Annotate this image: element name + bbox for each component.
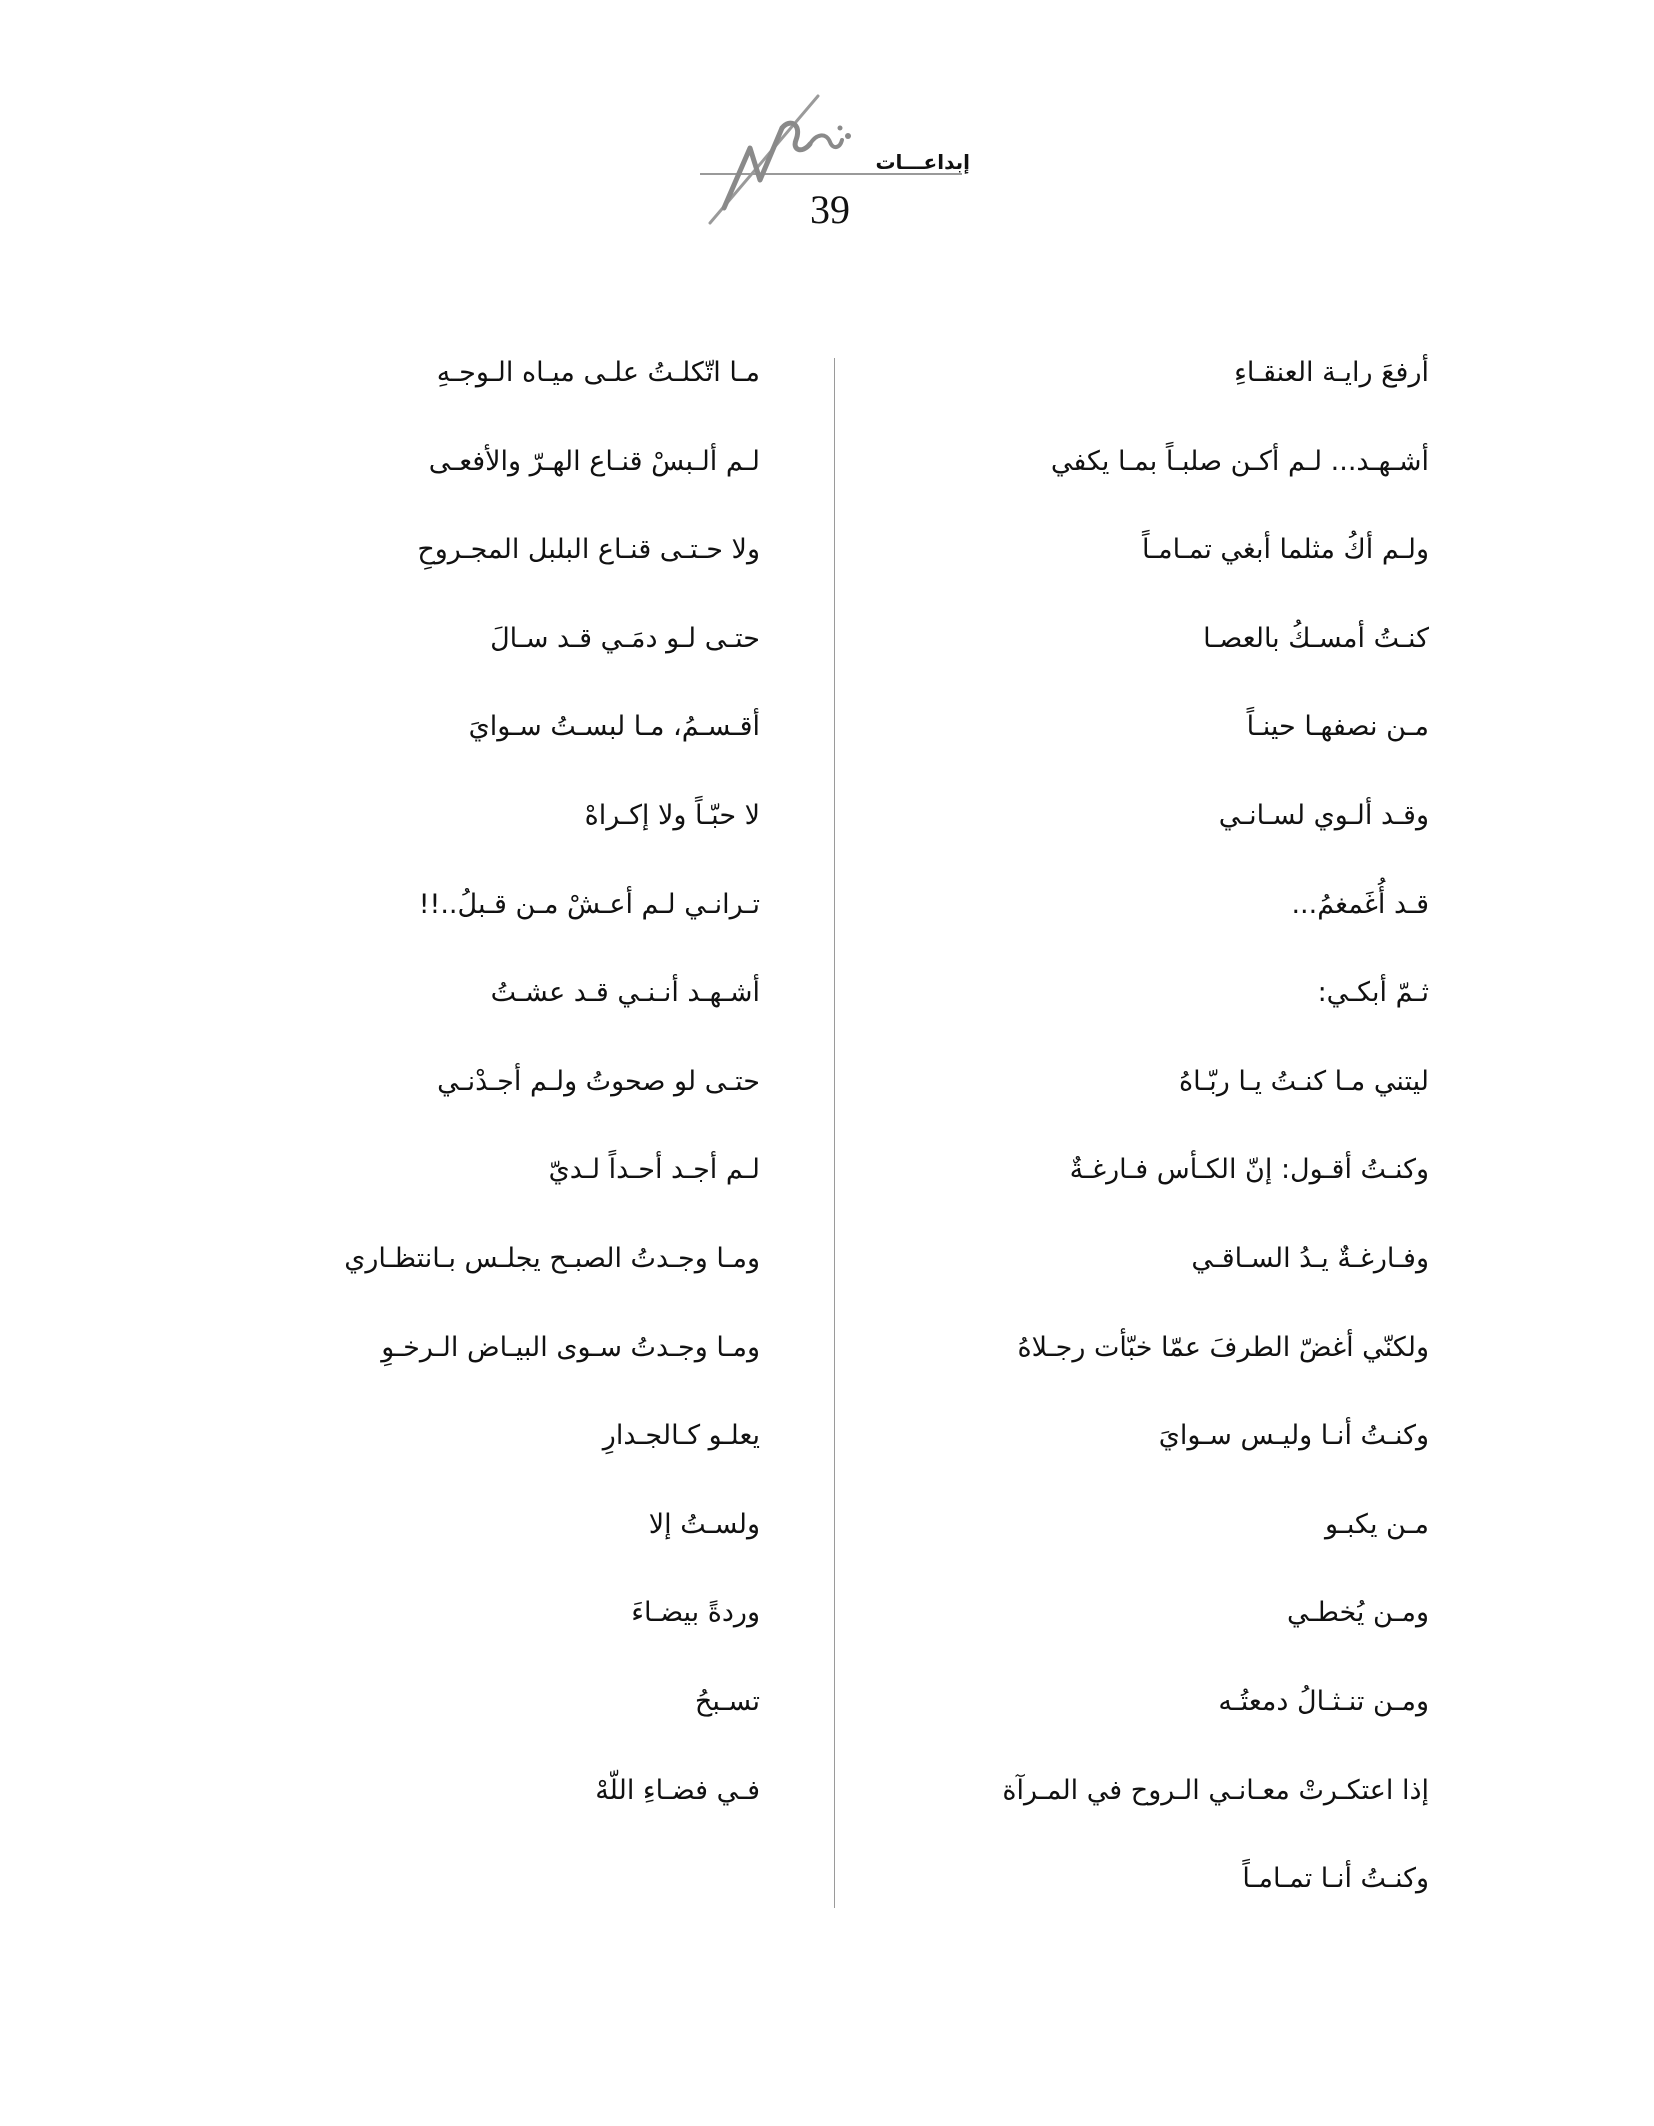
poem-line: وردةً بيضـاءَ (631, 1597, 760, 1629)
poem-line: ثـمّ أبكـي: (1317, 977, 1429, 1009)
poem-line: مـن نصفهـا حينـاً (1246, 711, 1429, 743)
poem-line: لـم أجـد أحـداً لـديّ (548, 1154, 760, 1186)
poem-line: ومـا وجـدتُ الصبـح يجلـس بـانتظـاري (344, 1242, 760, 1274)
poem-line: أرفعَ رايـة العنقـاءِ (1234, 357, 1429, 388)
poem-line: إذا اعتكـرتْ معـانـي الـروح في المـرآة (1002, 1774, 1429, 1806)
poem-line: أشـهـد... لـم أكـن صلبـاً بمـا يكفي (1050, 445, 1429, 477)
poem-line: حتـى لو صحوتُ ولـم أجـدْنـي (437, 1065, 760, 1097)
poem-line: يعلـو كـالجـدارِ (602, 1420, 760, 1452)
section-label: إبداعـــات (875, 150, 970, 174)
poem-line: وقـد ألـوي لسـانـي (1218, 799, 1429, 831)
poem-line: ولسـتُ إلا (648, 1508, 760, 1540)
poem-line: وفـارغـةٌ يـدُ السـاقـي (1191, 1242, 1429, 1274)
poem-left-column (200, 345, 760, 1851)
poem-line: ومـن يُخطـي (1286, 1597, 1429, 1629)
poem-line: فـي فضـاءِ اللّهْ (595, 1774, 760, 1806)
poem-line: لا حبّـاً ولا إكـراهْ (584, 799, 760, 831)
poem-line: وكنـتُ أقـول: إنّ الكـأس فـارغـةٌ (1069, 1154, 1429, 1186)
poem-line: وكنـتُ أنـا وليـس سـوايَ (1158, 1420, 1429, 1452)
poem-line: ولـم أكُ مثلما أبغي تمـامـاً (1141, 534, 1429, 566)
poem-line: ولا حـتـى قنـاع البلبل المجـروحِ (417, 534, 760, 566)
poem-line: أقـسـمُ، مـا لبسـتُ سـوايَ (468, 711, 760, 743)
page-number: 39 (810, 187, 850, 232)
poem-right-column (789, 345, 1429, 1940)
poem-line: مـا اتّكلـتُ علـى ميـاه الـوجـهِ (436, 357, 760, 388)
poem-line: مـن يكبـو (1325, 1508, 1429, 1540)
poem-line: لـم ألـبسْ قنـاع الهـرّ والأفعـى (428, 445, 760, 477)
poem-line: تـرانـي لـم أعـشْ مـن قـبلُ..!! (418, 888, 760, 920)
poem-line: ومـا وجـدتُ سـوى البيـاض الـرخـوِ (381, 1331, 760, 1363)
poem-line: كنـتُ أمسـكُ بالعصـا (1203, 622, 1429, 654)
poem-line: وكنـتُ أنـا تمـامـاً (1242, 1863, 1429, 1895)
poem-line: تسـبحُ (694, 1685, 760, 1717)
poem-line: ليتني مـا كنـتُ يـا ربّـاهُ (1178, 1065, 1429, 1097)
poem-line: ولكنّي أغضّ الطرفَ عمّا خبّأت رجـلاهُ (1017, 1331, 1429, 1363)
poem-line: قـد أُغَمغمُ... (1291, 888, 1429, 920)
poem-line: حتـى لـو دمَـي قـد سـالَ (490, 622, 760, 654)
poem-line: ومـن تنـثـالُ دمعتُـه (1218, 1685, 1429, 1717)
poem-line: أشـهـد أنـنـي قـد عشـتُ (490, 977, 760, 1009)
